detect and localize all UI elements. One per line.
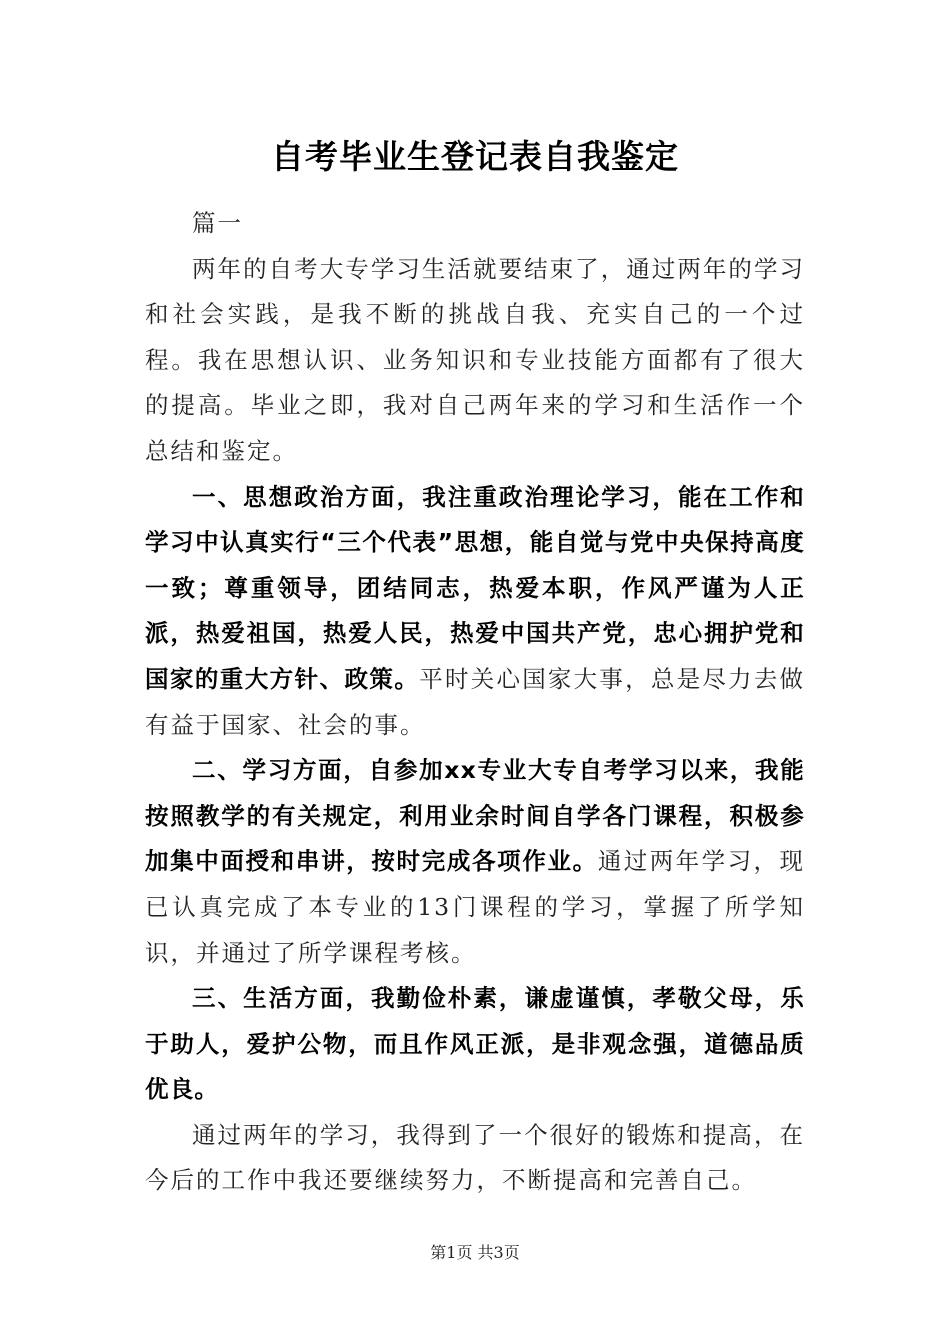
paragraph-intro <box>145 247 805 475</box>
paragraph-life-bold: 三、生活方面，我勤俭朴素，谦虚谨慎，孝敬父母，乐于助人，爱护公物，而且作风正派，是非观念强，道德品质优良。 <box>145 984 805 1104</box>
paragraph-political <box>145 475 805 749</box>
paragraph-study-bold: 二、学习方面，自参加xx专业大专自考学习以来，我能按照教学的有关规定，利用业余时间自学各门课程，积极参加集中面授和串讲，按时完成各项作业。 <box>145 756 805 876</box>
paragraph-study <box>145 748 805 976</box>
page-number: 第1页 共3页 <box>430 1243 520 1262</box>
paragraph-intro-text: 两年的自考大专学习生活就要结束了，通过两年的学习和社会实践，是我不断的挑战自我、充实自己的一个过程。我在思想认识、业务知识和专业技能方面都有了很大的提高。毕业之即，我对自己两年来的学习和生活作一个总结和鉴定。 <box>145 254 805 465</box>
paragraph-political-normal: 平时关心国家大事，总是尽力去做有益于国家、社会的事。 <box>145 664 806 739</box>
paragraph-life <box>145 976 805 1113</box>
paragraph-conclusion <box>145 1113 805 1204</box>
document-title: 自考毕业生登记表自我鉴定 <box>271 137 679 176</box>
section-label: 篇一 <box>192 209 243 237</box>
document-body <box>145 201 805 1204</box>
paragraph-conclusion-text: 通过两年的学习，我得到了一个很好的锻炼和提高，在今后的工作中我还要继续努力，不断提高和完善自己。 <box>145 1120 805 1195</box>
paragraph-political-bold: 一、思想政治方面，我注重政治理论学习，能在工作和学习中认真实行“三个代表”思想，能自觉与党中央保持高度一致；尊重领导，团结同志，热爱本职，作风严谨为人正派，热爱祖国，热爱人民，热爱中国共产党，忠心拥护党和国家的重大方针、政策。 <box>145 482 805 693</box>
paragraph-study-normal: 通过两年学习，现已认真完成了本专业的13门课程的学习，掌握了所学知识，并通过了所学课程考核。 <box>145 847 806 967</box>
